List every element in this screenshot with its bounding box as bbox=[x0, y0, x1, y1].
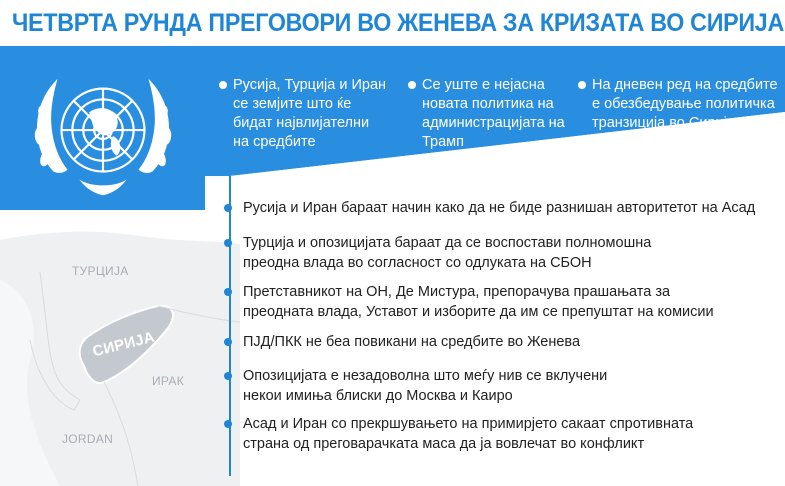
top-point-1: Русија, Турција и Иран се земјите што ќе бидат највлијателни на средбите bbox=[219, 76, 386, 152]
bullet-dot bbox=[224, 372, 232, 380]
bullet-dot bbox=[224, 420, 232, 428]
point-6: Асад и Иран со прекршувањето на примирјето сакаат спротивната страна од преговарачката маса да ја вовлечат во конфликт bbox=[243, 414, 693, 454]
header bbox=[0, 0, 785, 46]
page-title: ЧЕТВРТА РУНДА ПРЕГОВОРИ ВО ЖЕНЕВА ЗА КРИЗАТА ВО СИРИЈА bbox=[12, 8, 784, 37]
map-label-jordan: JORDAN bbox=[62, 432, 114, 446]
bullet-dot bbox=[224, 204, 232, 212]
point-5: Опозицијата е незадоволна што меѓу нив се вклучени некои имиња блиски до Москва и Каиро bbox=[243, 366, 607, 406]
bullet-dot bbox=[224, 239, 232, 247]
top-point-3: На дневен ред на средбите е обезбедување политичка транзиција во Сирија bbox=[578, 76, 778, 133]
bullet-dot bbox=[224, 288, 232, 296]
point-2: Турција и опозицијата бараат да се воспостави полномошна преодна влада во согласност со одлуката на СБОН bbox=[243, 233, 651, 273]
bullet-dot bbox=[224, 338, 232, 346]
point-1: Русија и Иран бараат начин како да не биде разнишан авторитетот на Асад bbox=[243, 198, 755, 218]
point-3: Претставникот на ОН, Де Мистура, препорачува прашањата за преодната влада, Уставот и изборите да им се препуштат на комисии bbox=[243, 282, 714, 322]
bullet-dot bbox=[408, 81, 416, 89]
point-4: ПЈД/ПКК не беа повикани на средбите во Женева bbox=[243, 332, 580, 352]
bullet-dot bbox=[578, 81, 586, 89]
map-label-turkey: ТУРЦИЈА bbox=[72, 264, 129, 278]
map-label-iraq: ИРАК bbox=[152, 374, 185, 388]
top-point-2: Се уште е нејасна новата политика на администрацијата на Трамп bbox=[408, 76, 565, 152]
bullet-dot bbox=[219, 81, 227, 89]
un-emblem-icon bbox=[24, 62, 182, 212]
timeline-line bbox=[229, 176, 231, 476]
map-label-syria: СИРИЈА bbox=[90, 328, 157, 361]
